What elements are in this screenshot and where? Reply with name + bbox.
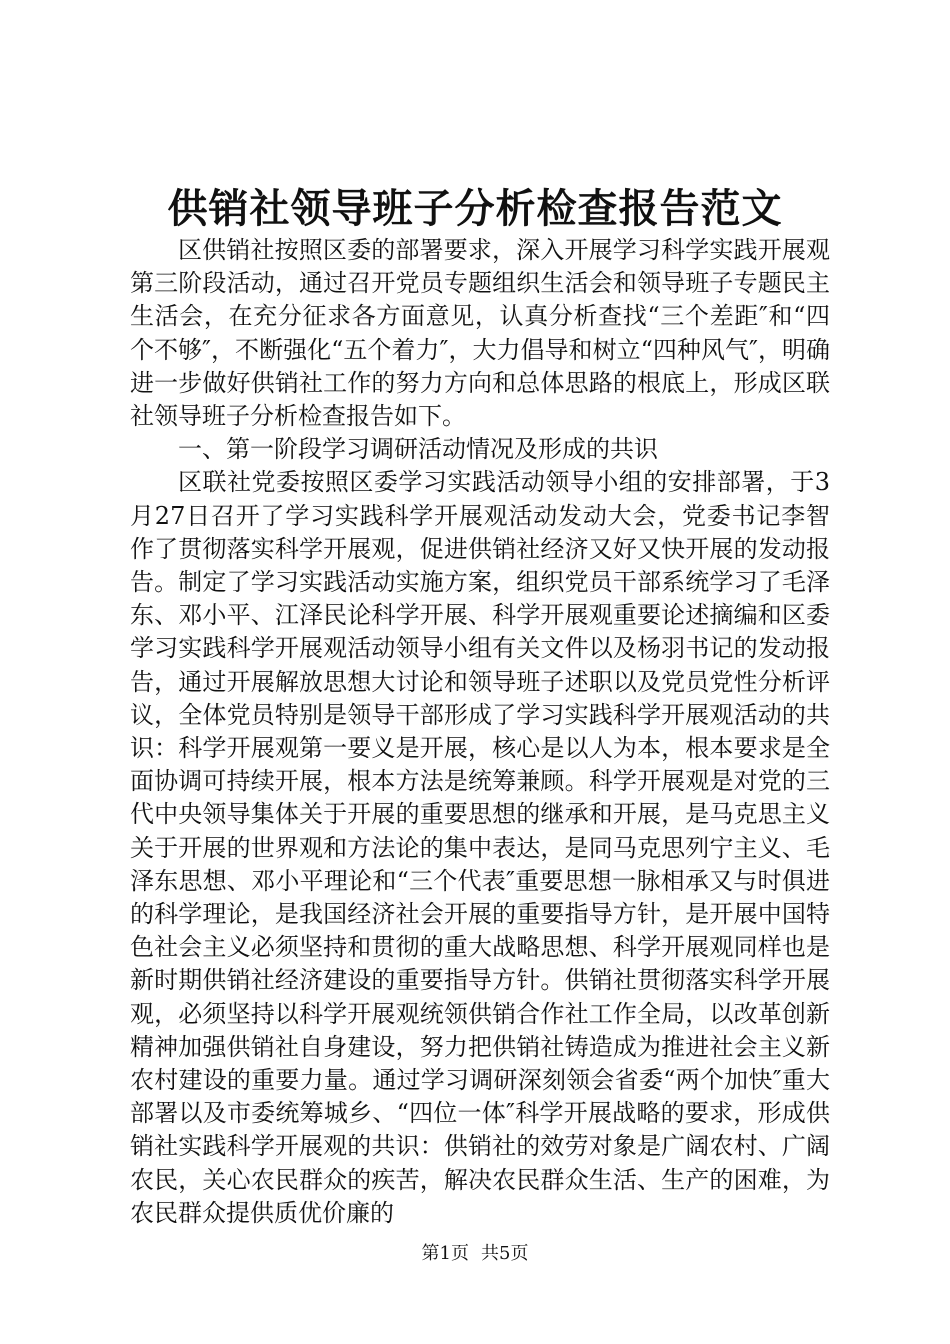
intro-paragraph: 区供销社按照区委的部署要求，深入开展学习科学实践开展观第三阶段活动，通过召开党员专题组织生活会和领导班子专题民主生活会，在充分征求各方面意见，认真分析查找“三个差距″和“四个不够″，不断强化“五个着力″，大力倡导和树立“四种风气″，明确进一步做好供销社工作的努力方向和总体思路的根底上，形成区联社领导班子分析检查报告如下。 xyxy=(130,236,830,431)
section-heading: 一、第一阶段学习调研活动情况及形成的共识 xyxy=(178,435,658,464)
page-number: 第1页 xyxy=(421,1243,469,1264)
page-total: 共5页 xyxy=(481,1243,529,1264)
page-footer xyxy=(0,1242,950,1266)
body-paragraph: 区联社党委按照区委学习实践活动领导小组的安排部署，于3月27日召开了学习实践科学开展观活动发动大会，党委书记李智作了贯彻落实科学开展观，促进供销社经济又好又快开展的发动报告。制定了学习实践活动实施方案，组织党员干部系统学习了毛泽东、邓小平、江泽民论科学开展、科学开展观重要论述摘编和区委学习实践科学开展观活动领导小组有关文件以及杨羽书记的发动报告，通过开展解放思想大讨论和领导班子述职以及党员党性分析评议，全体党员特别是领导干部形成了学习实践科学开展观活动的共识：科学开展观第一要义是开展，核心是以人为本，根本要求是全面协调可持续开展，根本方法是统筹兼顾。科学开展观是对党的三代中央领导集体关于开展的重要思想的继承和开展，是马克思主义关于开展的世界观和方法论的集中表达，是同马克思列宁主义、毛泽东思想、邓小平理论和“三个代表″重要思想一脉相承又与时俱进的科学理论，是我国经济社会开展的重要指导方针，是开展中国特色社会主义必须坚持和贯彻的重大战略思想、科学开展观同样也是新时期供销社经济建设的重要指导方针。供销社贯彻落实科学开展观，必须坚持以科学开展观统领供销合作社工作全局，以改革创新精神加强供销社自身建设，努力把供销社铸造成为推进社会主义新农村建设的重要力量。通过学习调研深刻领会省委“两个加快″重大部署以及市委统筹城乡、“四位一体″科学开展战略的要求，形成供销社实践科学开展观的共识：供销社的效劳对象是广阔农村、广阔农民，关心农民群众的疾苦，解决农民群众生活、生产的困难，为农民群众提供质优价廉的 xyxy=(130,468,830,1227)
document-body xyxy=(130,234,830,1230)
document-title: 供销社领导班子分析检查报告范文 xyxy=(167,185,783,232)
